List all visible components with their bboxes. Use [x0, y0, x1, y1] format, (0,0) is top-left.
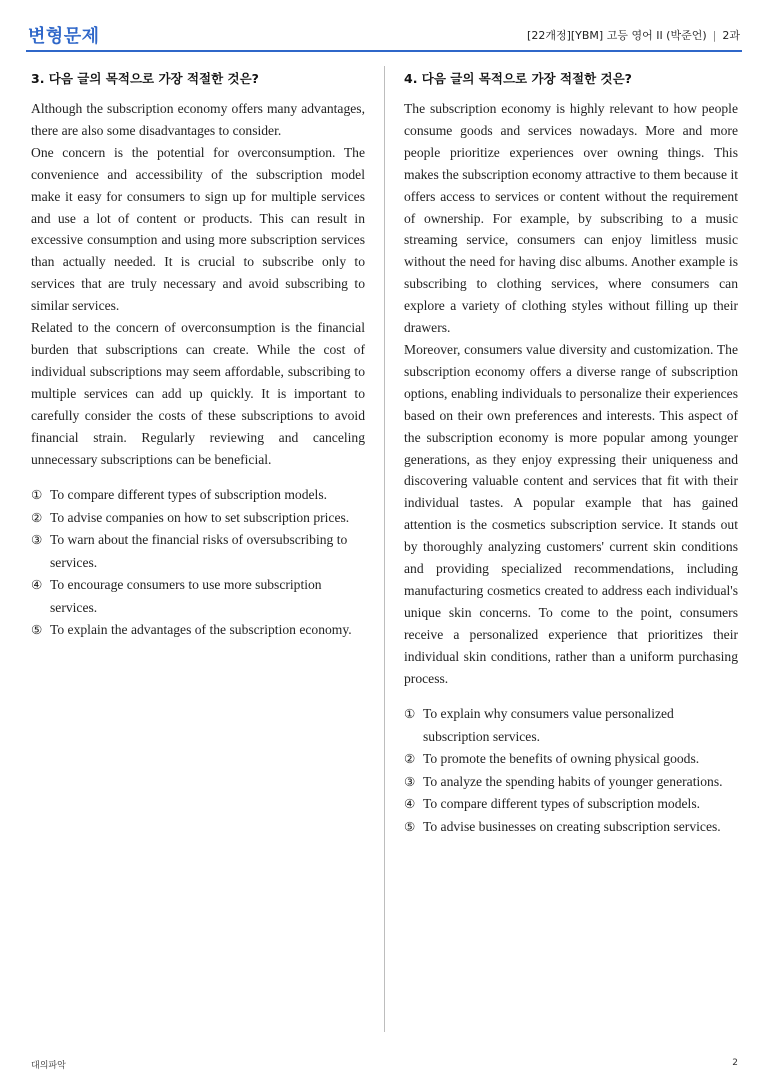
header-separator: | [712, 29, 717, 42]
passage-paragraph: Moreover, consumers value diversity and customization. The subscription economy offers a diverse range of subscription options, enabling individuals to personalize their experiences based on their own preferences and interests. This aspect of the subscription economy is more popular among younger generations, as they enjoy expressing their uniqueness and discovering valuable content and services that fit with their individual tastes. A popular example that has gained attention is the cosmetics subscription service. It stands out by thoroughly analyzing customers' current skin conditions and providing specialized recommendations, including manufacturing cosmetics created to address each individual's unique skin concerns. To come to the point, consumers receive a personalized experience that prioritizes their individual skin conditions, rather than a uniform purchasing process. [404, 341, 738, 686]
answer-option-3[interactable] [31, 529, 365, 574]
answer-option-2[interactable] [31, 507, 365, 530]
option-number: ⑤ [404, 818, 416, 834]
lesson-label: 2과 [722, 29, 740, 42]
answer-option-3[interactable] [404, 771, 738, 794]
option-number: ② [31, 509, 43, 525]
question-3-title: 3. 다음 글의 목적으로 가장 적절한 것은? [31, 71, 259, 86]
column-divider [384, 66, 385, 1032]
passage-paragraph: The subscription economy is highly relevant to how people consume goods and services nowadays. More and more people prioritize experiences over owning things. This makes the subscription economy attractive to them because it offers access to services or content without the requirement of ownership. For example, by subscribing to a music streaming service, consumers can enjoy limitless music without the need for having disc albums. Another example is subscribing to clothing services, where consumers can explore a variety of clothing styles without filling up their drawers. [404, 101, 738, 336]
option-number: ④ [404, 796, 416, 812]
question-4-options [404, 703, 738, 838]
option-number: ⑤ [31, 622, 43, 638]
option-number: ④ [31, 577, 43, 593]
option-text: To compare different types of subscription models. [423, 796, 701, 812]
answer-option-5[interactable] [404, 816, 738, 839]
page-header [26, 22, 742, 52]
question-3-options [31, 484, 365, 642]
answer-option-1[interactable] [31, 484, 365, 507]
option-text: To warn about the financial risks of oversubscribing to services. [50, 532, 348, 570]
option-number: ② [404, 751, 416, 767]
option-text: To advise companies on how to set subscription prices. [50, 509, 350, 525]
option-text: To analyze the spending habits of younger generations. [423, 773, 723, 789]
option-text: To explain why consumers value personalized subscription services. [423, 706, 674, 744]
header-brand: 변형문제 [28, 26, 100, 47]
passage-paragraph: Related to the concern of overconsumption is the financial burden that subscriptions can create. While the cost of individual subscriptions may seem affordable, subscribing to multiple services can add up quickly. It is important to carefully consider the costs of these subscriptions to avoid financial strain. Regularly reviewing and canceling unnecessary subscriptions can be beneficial. [31, 320, 365, 467]
answer-option-5[interactable] [31, 619, 365, 642]
option-text: To promote the benefits of owning physical goods. [423, 751, 700, 767]
option-text: To compare different types of subscription models. [50, 487, 328, 503]
question-3-passage [31, 98, 365, 470]
passage-paragraph: Although the subscription economy offers many advantages, there are also some disadvantages to consider. [31, 101, 365, 138]
answer-option-4[interactable] [31, 574, 365, 619]
question-3 [31, 70, 365, 642]
option-text: To explain the advantages of the subscription economy. [50, 622, 352, 638]
passage-paragraph: One concern is the potential for overconsumption. The convenience and accessibility of the subscription model make it easy for consumers to sign up for multiple services and use a lot of content or products. This can result in excessive consumption and using more subscription services than actually needed. It is crucial to subscribe only to services that are truly necessary and avoid subscribing to similar services. [31, 144, 365, 314]
question-4-passage [404, 98, 738, 689]
option-text: To encourage consumers to use more subscription services. [50, 577, 322, 615]
footer-category: 대의파악 [31, 1061, 66, 1071]
option-number: ③ [31, 532, 43, 548]
answer-option-4[interactable] [404, 793, 738, 816]
page-number: 2 [732, 1058, 738, 1068]
answer-option-2[interactable] [404, 748, 738, 771]
course-title: [22개정][YBM] 고등 영어 II (박준언) [527, 29, 707, 42]
option-number: ① [404, 706, 416, 722]
header-course-info [527, 27, 740, 43]
option-number: ① [31, 487, 43, 503]
option-number: ③ [404, 773, 416, 789]
option-text: To advise businesses on creating subscription services. [423, 818, 721, 834]
question-4-title: 4. 다음 글의 목적으로 가장 적절한 것은? [404, 71, 632, 86]
answer-option-1[interactable] [404, 703, 738, 748]
question-4 [404, 70, 738, 838]
